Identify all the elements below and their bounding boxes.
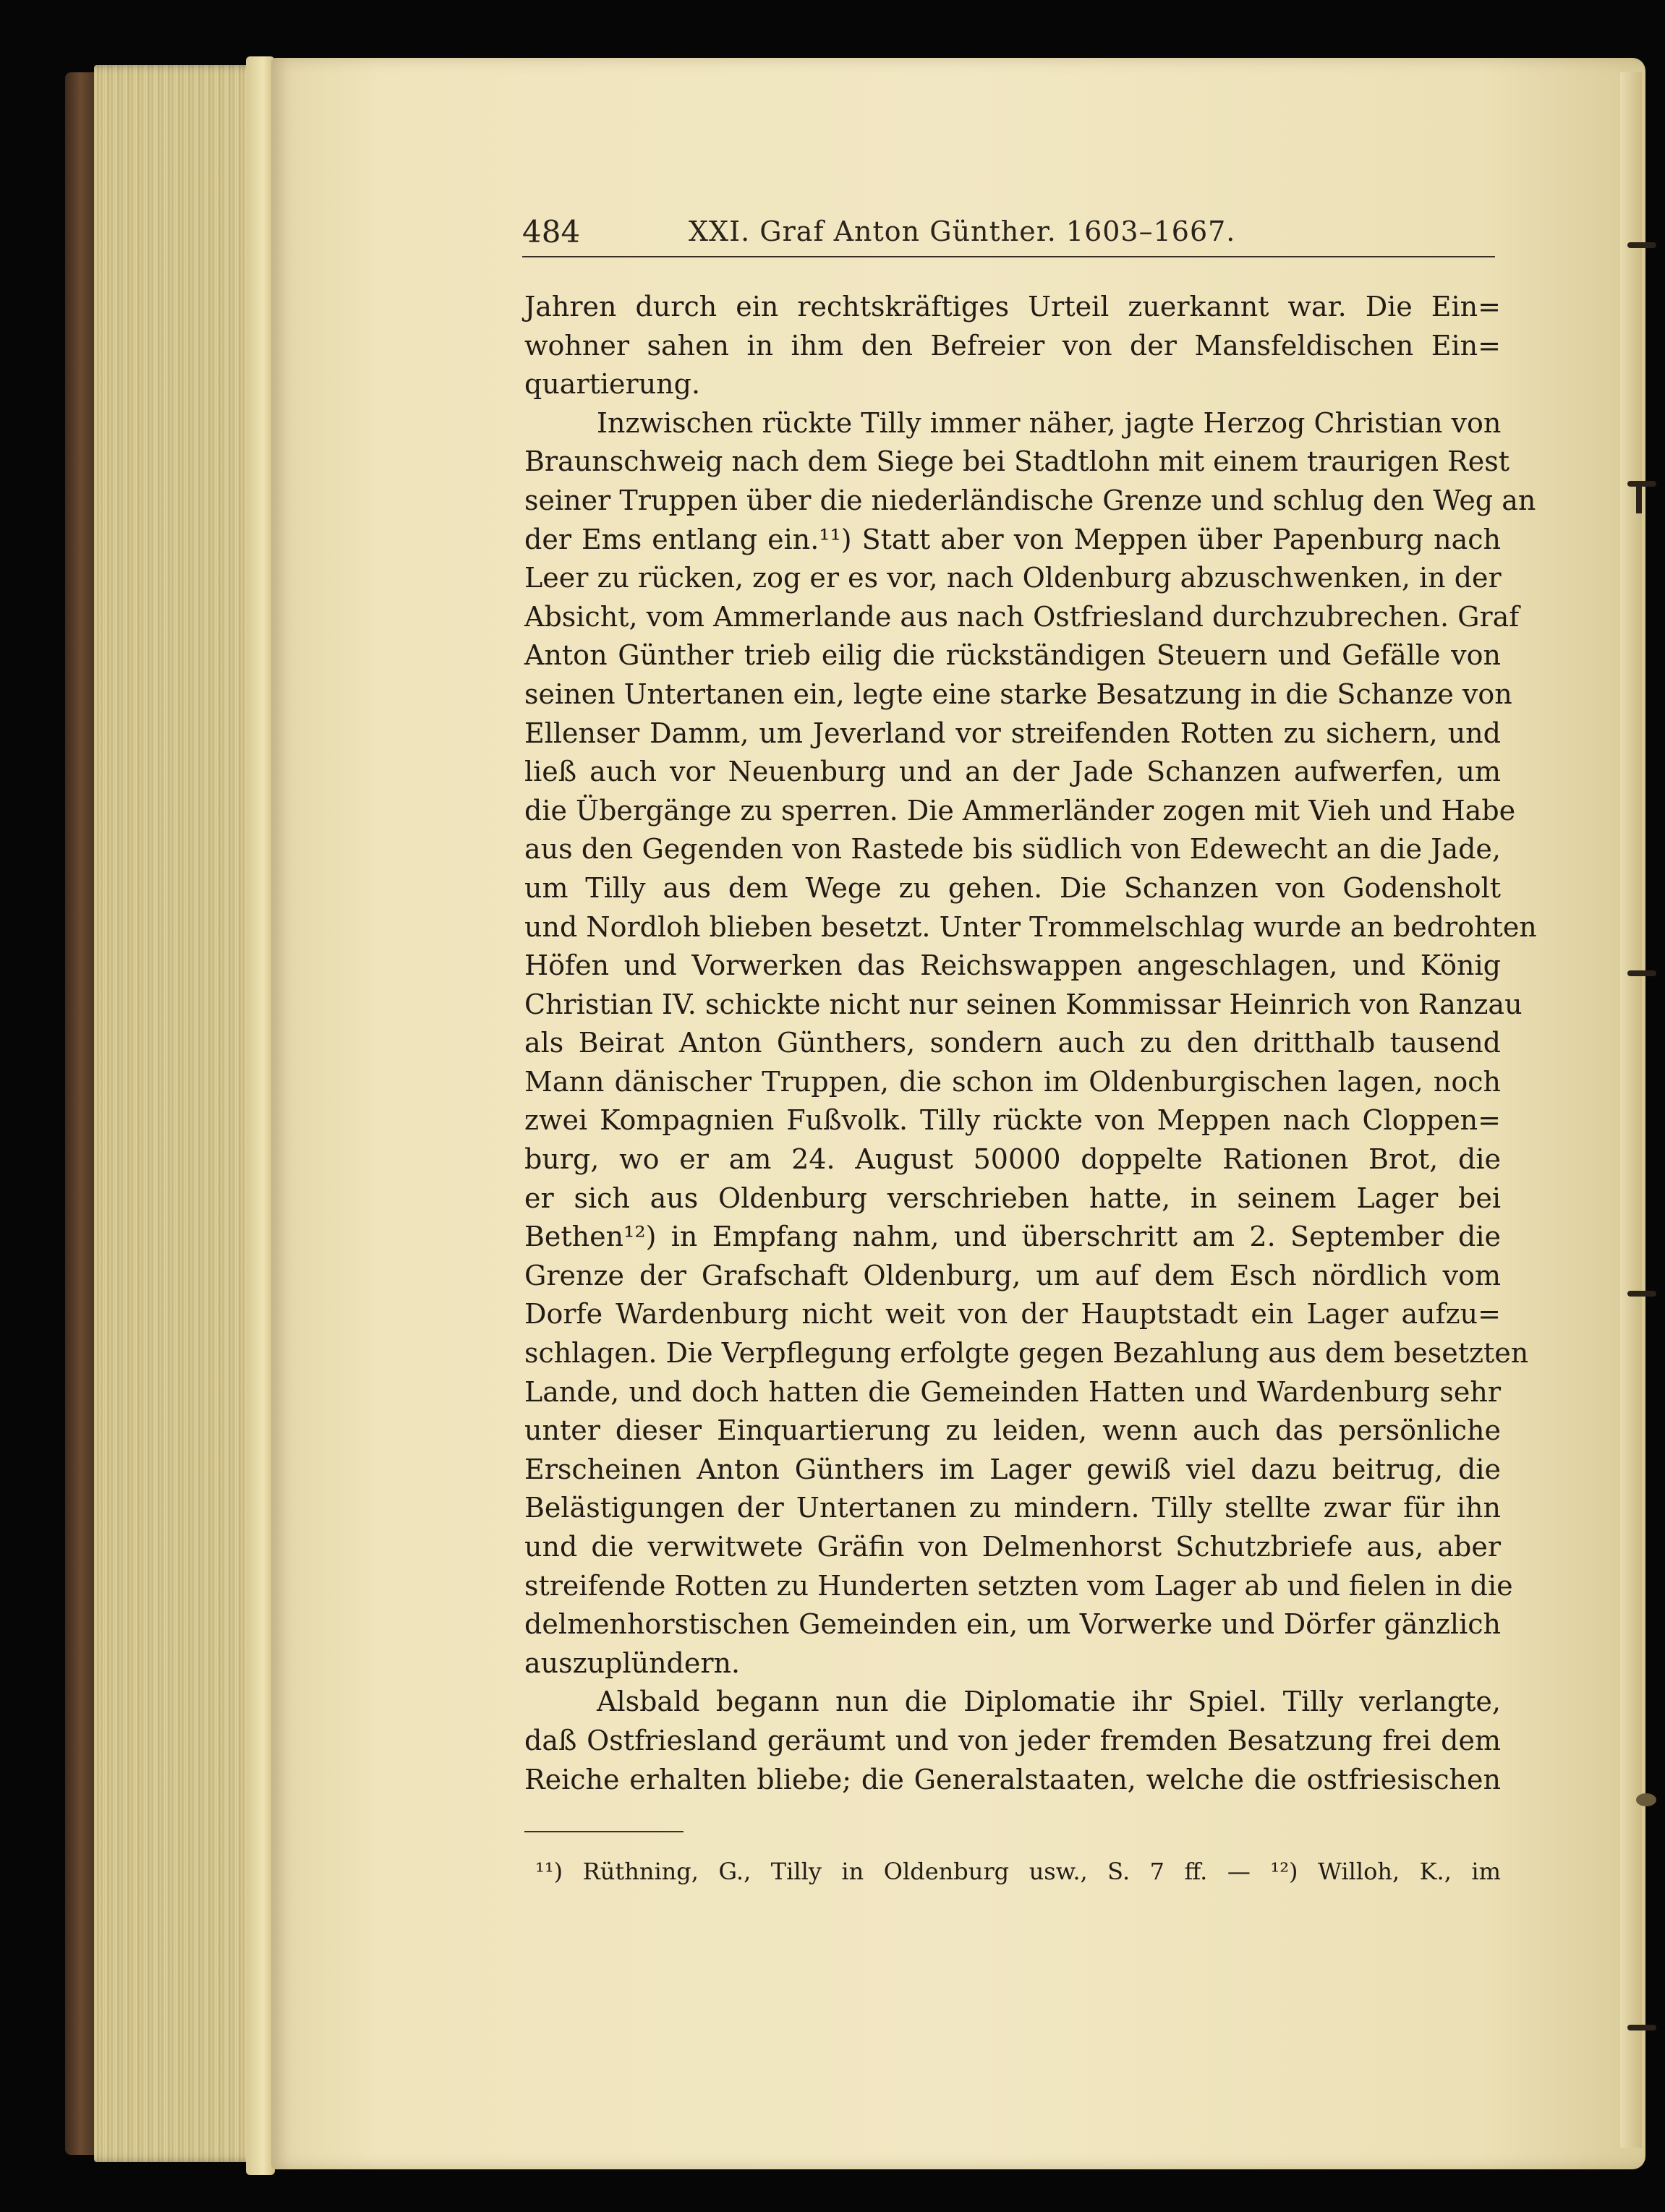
- body-text: [524, 288, 1537, 1799]
- text-line: quartierung.: [524, 368, 701, 401]
- footnote-rule: [524, 1831, 684, 1832]
- text-line: Anton Günther trieb eilig die rückständigen Steuern und Gefälle von: [524, 639, 1501, 672]
- page-right-edge: [1620, 72, 1642, 2148]
- text-line: delmenhorstischen Gemeinden ein, um Vorwerke und Dörfer gänzlich: [524, 1608, 1501, 1641]
- text-line: burg, wo er am 24. August 50000 doppelte Rationen Brot, die: [524, 1143, 1501, 1176]
- text-line: die Übergänge zu sperren. Die Ammerländer zogen mit Vieh und Habe: [524, 794, 1516, 827]
- text-line: Reiche erhalten bliebe; die Generalstaaten, welche die ostfriesischen: [524, 1763, 1501, 1795]
- text-line: Belästigungen der Untertanen zu mindern. Tilly stellte zwar für ihn: [524, 1492, 1501, 1524]
- text-line: Alsbald begann nun die Diplomatie ihr Spiel. Tilly verlangte,: [597, 1686, 1501, 1718]
- text-line: Mann dänischer Truppen, die schon im Oldenburgischen lagen, noch: [524, 1065, 1501, 1098]
- text-line: Bethen¹²) in Empfang nahm, und überschritt am 2. September die: [524, 1221, 1501, 1253]
- text-line: Braunschweig nach dem Siege bei Stadtlohn mit einem traurigen Rest: [524, 445, 1510, 478]
- text-line: Leer zu rücken, zog er es vor, nach Oldenburg abzuschwenken, in der: [524, 562, 1502, 594]
- text-line: Christian IV. schickte nicht nur seinen Kommissar Heinrich von Ranzau: [524, 988, 1523, 1020]
- binding-thread-mark: [1627, 2025, 1656, 2030]
- page-stack-edge: [246, 56, 275, 2175]
- page-stack: [94, 65, 268, 2162]
- text-line: ließ auch vor Neuenburg und an der Jade Schanzen aufwerfen, um: [524, 756, 1501, 788]
- text-line: und die verwitwete Gräfin von Delmenhorst Schutzbriefe aus, aber: [524, 1531, 1501, 1563]
- footnote: ¹¹) Rüthning, G., Tilly in Oldenburg usw., S. 7 ff. — ¹²) Willoh, K., im: [535, 1858, 1501, 1885]
- text-line: streifende Rotten zu Hunderten setzten vom Lager ab und fielen in die: [524, 1569, 1513, 1602]
- text-line: auszuplündern.: [524, 1647, 741, 1679]
- text-line: daß Ostfriesland geräumt und von jeder fremden Besatzung frei dem: [524, 1724, 1501, 1756]
- text-line: Absicht, vom Ammerlande aus nach Ostfriesland durchzubrechen. Graf: [524, 600, 1520, 633]
- text-line: Höfen und Vorwerken das Reichswappen angeschlagen, und König: [524, 949, 1501, 982]
- text-line: Ellenser Damm, um Jeverland vor streifenden Rotten zu sichern, und: [524, 717, 1501, 749]
- text-line: Dorfe Wardenburg nicht weit von der Hauptstadt ein Lager aufzu=: [524, 1298, 1501, 1331]
- text-line: Jahren durch ein rechtskräftiges Urteil zuerkannt war. Die Ein=: [524, 291, 1501, 323]
- text-line: unter dieser Einquartierung zu leiden, wenn auch das persönliche: [524, 1414, 1501, 1447]
- text-line: der Ems entlang ein.¹¹) Statt aber von Meppen über Papenburg nach: [524, 523, 1501, 555]
- text-line: er sich aus Oldenburg verschrieben hatte, in seinem Lager bei: [524, 1182, 1501, 1214]
- text-line: zwei Kompagnien Fußvolk. Tilly rückte von Meppen nach Cloppen=: [524, 1104, 1501, 1137]
- binding-thread-mark: [1627, 481, 1656, 487]
- text-line: Erscheinen Anton Günthers im Lager gewiß viel dazu beitrug, die: [524, 1453, 1501, 1485]
- text-line: um Tilly aus dem Wege zu gehen. Die Schanzen von Godensholt: [524, 871, 1501, 904]
- text-line: aus den Gegenden von Rastede bis südlich von Edewecht an die Jade,: [524, 833, 1501, 866]
- text-line: Lande, und doch hatten die Gemeinden Hatten und Wardenburg sehr: [524, 1375, 1501, 1408]
- text-line: schlagen. Die Verpflegung erfolgte gegen Bezahlung aus dem besetzten: [524, 1337, 1529, 1370]
- text-line: Grenze der Grafschaft Oldenburg, um auf dem Esch nördlich vom: [524, 1259, 1501, 1291]
- binding-thread-mark: [1636, 484, 1642, 513]
- text-line: seiner Truppen über die niederländische Grenze und schlug den Weg an: [524, 484, 1536, 516]
- binding-thread-mark: [1627, 242, 1656, 248]
- running-head: [522, 214, 1495, 257]
- text-line: als Beirat Anton Günthers, sondern auch zu den dritthalb tausend: [524, 1027, 1501, 1059]
- chapter-title: XXI. Graf Anton Günther. 1603–1667.: [689, 215, 1236, 247]
- text-line: Inzwischen rückte Tilly immer näher, jagte Herzog Christian von: [597, 406, 1502, 439]
- binding-thread-mark: [1627, 970, 1656, 976]
- text-line: und Nordloh blieben besetzt. Unter Trommelschlag wurde an bedrohten: [524, 910, 1537, 943]
- binding-thread-mark: [1627, 1291, 1656, 1297]
- page-number: 484: [522, 214, 581, 249]
- text-line: seinen Untertanen ein, legte eine starke Besatzung in die Schanze von: [524, 678, 1512, 710]
- page-edge-stain: [1636, 1793, 1656, 1806]
- text-line: wohner sahen in ihm den Befreier von der Mansfeldischen Ein=: [524, 329, 1501, 362]
- header-rule: [522, 256, 1495, 257]
